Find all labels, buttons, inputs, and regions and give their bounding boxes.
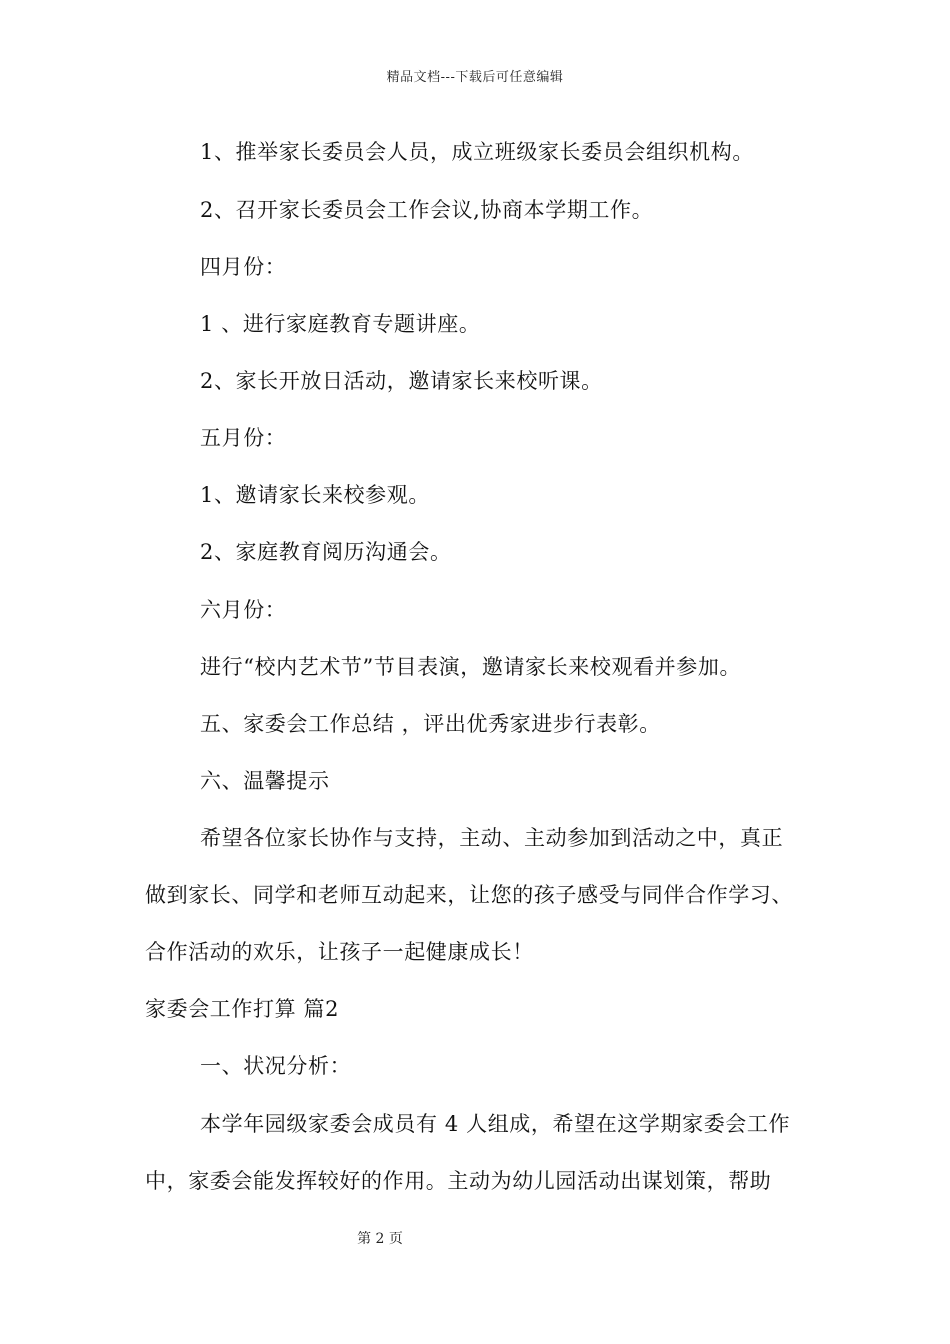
section-heading: 五、家委会工作总结 ，评出优秀家进步行表彰。 — [200, 712, 661, 736]
month-heading: 五月份： — [200, 426, 287, 450]
month-heading: 四月份： — [200, 255, 287, 279]
paragraph-line: 希望各位家长协作与支持，主动、主动参加到活动之中，真正 — [200, 826, 784, 850]
section-heading: 六、温馨提示 — [200, 769, 330, 793]
document-title: 家委会工作打算 篇2 — [145, 997, 340, 1021]
text-line: 1、邀请家长来校参观。 — [200, 483, 430, 507]
paragraph-line: 中，家委会能发挥较好的作用。主动为幼儿园活动出谋划策，帮助 — [145, 1169, 772, 1193]
text-line: 进行“校内艺术节”节目表演，邀请家长来校观看并参加。 — [200, 655, 742, 679]
page-header: 精品文档---下载后可任意编辑 — [386, 70, 564, 85]
text-line: 1 、进行家庭教育专题讲座。 — [200, 312, 481, 336]
section-heading: 一、状况分析： — [200, 1054, 352, 1078]
month-heading: 六月份： — [200, 598, 287, 622]
paragraph-line: 本学年园级家委会成员有 4 人组成，希望在这学期家委会工作 — [200, 1112, 791, 1136]
text-line: 1、推举家长委员会人员，成立班级家长委员会组织机构。 — [200, 140, 754, 164]
paragraph-line: 做到家长、同学和老师互动起来，让您的孩子感受与同伴合作学习、 — [145, 883, 793, 907]
text-line: 2、家庭教育阅历沟通会。 — [200, 540, 452, 564]
paragraph-line: 合作活动的欢乐，让孩子一起健康成长！ — [145, 940, 534, 964]
text-line: 2、召开家长委员会工作会议,协商本学期工作。 — [200, 198, 654, 222]
page-number: 第 2 页 — [357, 1231, 403, 1247]
text-line: 2、家长开放日活动，邀请家长来校听课。 — [200, 369, 603, 393]
